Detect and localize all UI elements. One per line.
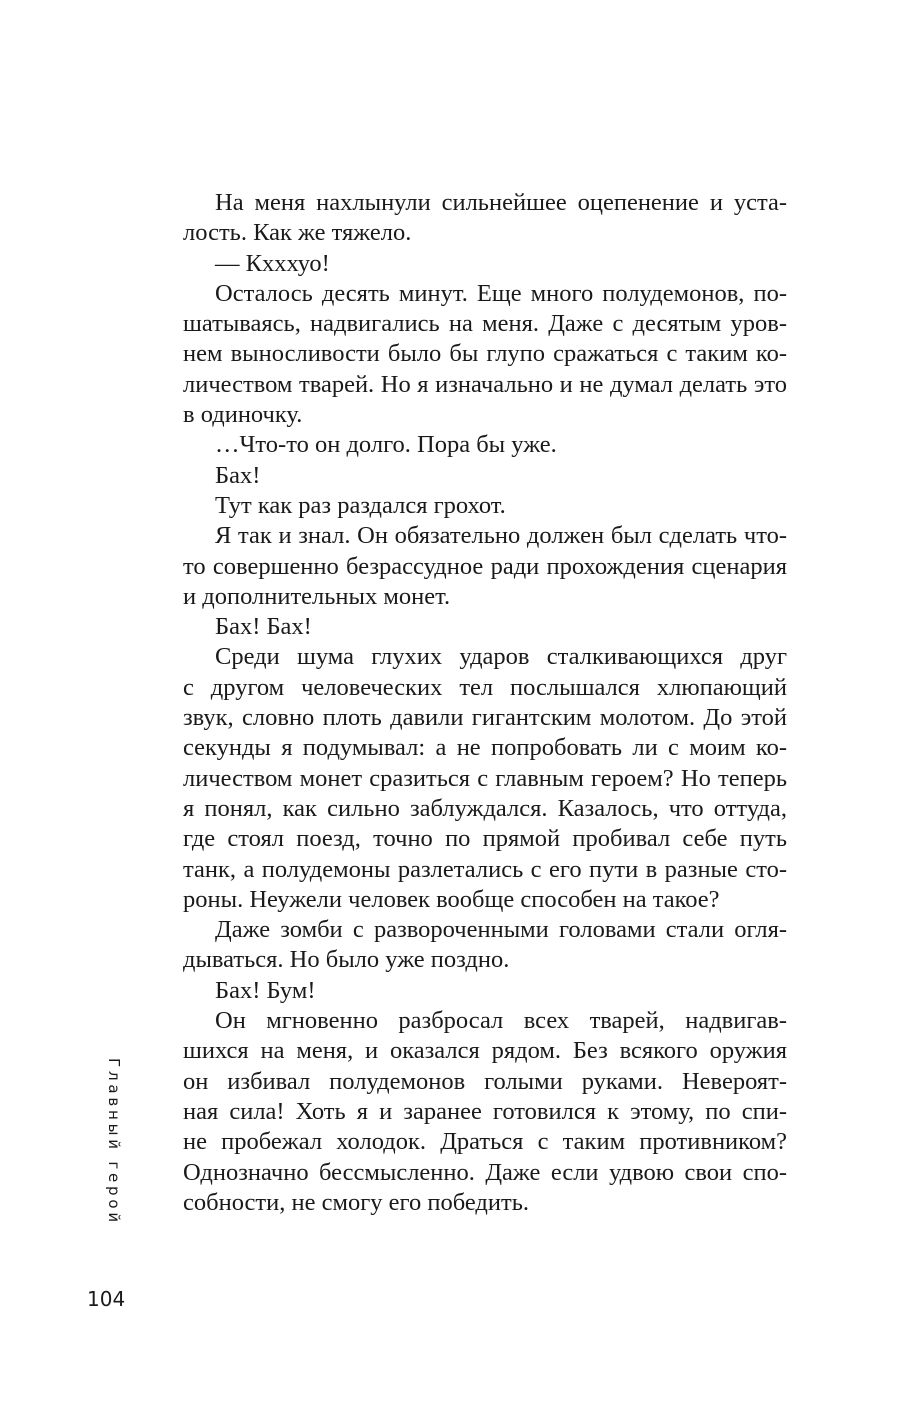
text-line: шатываясь, надвигались на меня. Даже с десятым уров- <box>183 310 787 338</box>
text-line: Он мгновенно разбросал всех тварей, надвигав- <box>215 1007 787 1035</box>
text-line: Среди шума глухих ударов сталкивающихся друг <box>215 643 787 671</box>
text-line: Однозначно бессмысленно. Даже если удвою свои спо- <box>183 1158 787 1186</box>
text-line: Бах! Бум! <box>215 976 316 1004</box>
text-line: Бах! Бах! <box>215 613 312 641</box>
paragraph <box>183 976 787 1006</box>
paragraph <box>183 249 787 279</box>
text-line: Я так и знал. Он обязательно должен был сделать что- <box>215 522 787 550</box>
paragraph <box>183 430 787 460</box>
text-line: нем выносливости было бы глупо сражаться с таким ко- <box>183 340 787 368</box>
text-line: то совершенно безрассудное ради прохождения сценария <box>183 552 787 580</box>
text-line: Даже зомби с развороченными головами стали огля- <box>215 916 787 944</box>
text-line: …Что-то он долго. Пора бы уже. <box>215 431 557 459</box>
text-line: дываться. Но было уже поздно. <box>183 946 510 974</box>
text-line: ная сила! Хоть я и заранее готовился к этому, по спи- <box>183 1097 787 1125</box>
text-line: танк, а полудемоны разлетались с его пути в разные сто- <box>183 855 787 883</box>
text-line: личеством тварей. Но я изначально и не думал делать это <box>183 370 787 398</box>
text-line: Осталось десять минут. Еще много полудемонов, по- <box>215 279 787 307</box>
text-line: и дополнительных монет. <box>183 582 451 610</box>
paragraph <box>183 279 787 430</box>
page-number: 104 <box>87 1287 126 1311</box>
body-text <box>183 188 787 1218</box>
text-line: с другом человеческих тел послышался хлюпающий <box>183 673 787 701</box>
text-line: шихся на меня, и оказался рядом. Без всякого оружия <box>183 1037 787 1065</box>
paragraph <box>183 612 787 642</box>
text-line: личеством монет сразиться с главным героем? Но теперь <box>183 764 787 792</box>
text-line: — Кхххуо! <box>215 249 330 277</box>
text-line: Бах! <box>215 461 261 489</box>
text-line: секунды я подумывал: а не попробовать ли с моим ко- <box>183 734 787 762</box>
paragraph <box>183 461 787 491</box>
paragraph <box>183 642 787 915</box>
text-line: в одиночку. <box>183 401 303 429</box>
paragraph <box>183 1006 787 1218</box>
paragraph <box>183 915 787 976</box>
paragraph <box>183 521 787 612</box>
paragraph <box>183 491 787 521</box>
text-line: звук, словно плоть давили гигантским молотом. До этой <box>183 704 787 732</box>
text-line: где стоял поезд, точно по прямой пробивал себе путь <box>183 825 787 853</box>
text-line: не пробежал холодок. Драться с таким противником? <box>183 1128 787 1156</box>
text-line: Тут как раз раздался грохот. <box>215 491 506 519</box>
running-head: Главный герой <box>105 1058 123 1226</box>
text-line: лость. Как же тяжело. <box>183 219 412 247</box>
text-line: он избивал полудемонов голыми руками. Невероят- <box>183 1067 787 1095</box>
text-line: собности, не смогу его победить. <box>183 1188 529 1216</box>
text-line: я понял, как сильно заблуждался. Казалось, что оттуда, <box>183 794 787 822</box>
text-line: На меня нахлынули сильнейшее оцепенение и уста- <box>215 189 787 216</box>
text-line: роны. Неужели человек вообще способен на такое? <box>183 885 720 913</box>
paragraph <box>183 188 787 249</box>
